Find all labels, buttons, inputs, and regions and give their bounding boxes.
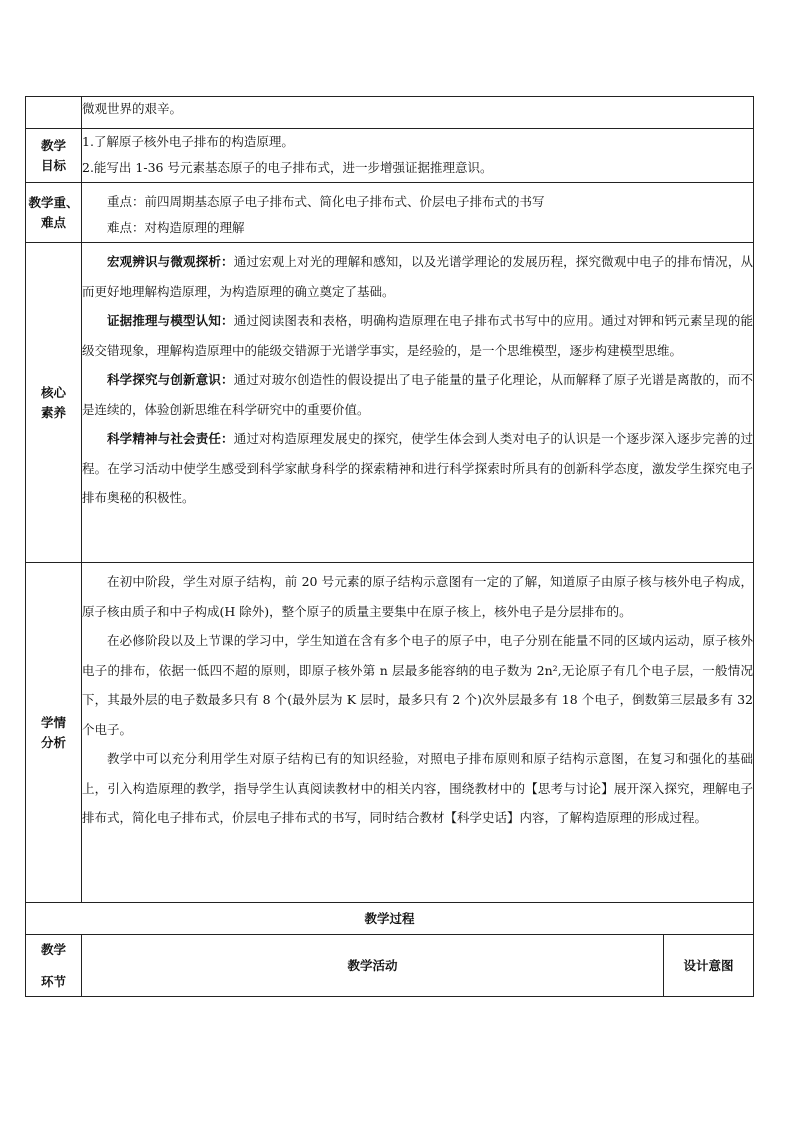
keypoint-line-1: 重点：前四周期基态原子电子排布式、简化电子排布式、价层电子排布式的书写 (107, 194, 545, 209)
analysis-paragraph-3: 教学中可以充分利用学生对原子结构已有的知识经验，对照电子排布原则和原子结构示意图，在复习和强化的基础上，引入构造原理的教学，指导学生认真阅读教材中的相关内容，围绕教材中的【思考与讨论】展开深入探究，理解电子排布式，简化电子排布式，价层电子排布式的书写，同时结合教材【科学史话】内容，了解构造原理的形成过程。 (82, 751, 754, 825)
intro-content-cell (82, 97, 754, 129)
intro-label-cell (26, 97, 82, 129)
intro-text: 微观世界的艰辛。 (82, 101, 183, 116)
literacy-row (26, 243, 754, 563)
analysis-content (82, 563, 754, 903)
process-col-stage: 教学 环节 (26, 935, 82, 997)
process-col-activity: 教学活动 (82, 935, 664, 997)
literacy-item-2: 证据推理与模型认知：通过阅读图表和表格，明确构造原理在电子排布式书写中的应用。通过对钾和钙元素呈现的能级交错现象，理解构造原理中的能级交错源于光谱学事实，是经验的，是一个思维模型，逐步构建模型思维。 (82, 313, 753, 358)
keypoints-row (26, 183, 754, 243)
literacy-item-1: 宏观辨识与微观探析：通过宏观上对光的理解和感知，以及光谱学理论的发展历程，探究微观中电子的排布情况，从而更好地理解构造原理，为构造原理的确立奠定了基础。 (82, 254, 753, 299)
goals-label: 教学 目标 (26, 129, 82, 183)
intro-row (26, 97, 754, 129)
literacy-content (82, 243, 754, 563)
analysis-paragraph-2: 在必修阶段以及上节课的学习中，学生知道在含有多个电子的原子中，电子分别在能量不同的区域内运动，原子核外电子的排布，依据一低四不超的原则，即原子核外第 n 层最多能容纳的电子数为 2n²,无论原子有几个电子层，一般情况下，其最外层的电子数最多只有 8 个(最外层为 K 层时，最多只有 2 个)次外层最多有 18 个电子，倒数第三层最多有 32 个电子。 (82, 633, 754, 737)
analysis-row (26, 563, 754, 903)
goals-content (82, 129, 754, 183)
analysis-label: 学情 分析 (26, 563, 82, 903)
keypoint-line-2: 难点：对构造原理的理解 (107, 220, 245, 235)
process-col-intent: 设计意图 (664, 935, 754, 997)
keypoints-content (82, 183, 754, 243)
process-header-row (26, 935, 754, 997)
lesson-plan-table (25, 96, 754, 997)
process-title: 教学过程 (26, 903, 754, 935)
process-title-row (26, 903, 754, 935)
literacy-item-3: 科学探究与创新意识：通过对玻尔创造性的假设提出了电子能量的量子化理论，从而解释了原子光谱是离散的，而不是连续的，体验创新思维在科学研究中的重要价值。 (82, 372, 753, 417)
literacy-item-4: 科学精神与社会责任：通过对构造原理发展史的探究，使学生体会到人类对电子的认识是一个逐步深入逐步完善的过程。在学习活动中使学生感受到科学家献身科学的探索精神和进行科学探索时所具有的创新科学态度，激发学生探究电子排布奥秘的积极性。 (82, 431, 754, 505)
literacy-label: 核心 素养 (26, 243, 82, 563)
analysis-paragraph-1: 在初中阶段，学生对原子结构，前 20 号元素的原子结构示意图有一定的了解，知道原子由原子核与核外电子构成，原子核由质子和中子构成(H 除外)，整个原子的质量主要集中在原子核上，核外电子是分层排布的。 (82, 574, 754, 619)
goals-row (26, 129, 754, 183)
goal-line-2: 2.能写出 1-36 号元素基态原子的电子排布式，进一步增强证据推理意识。 (82, 160, 493, 175)
goal-line-1: 1.了解原子核外电子排布的构造原理。 (82, 134, 294, 149)
keypoints-label: 教学重、 难点 (26, 183, 82, 243)
